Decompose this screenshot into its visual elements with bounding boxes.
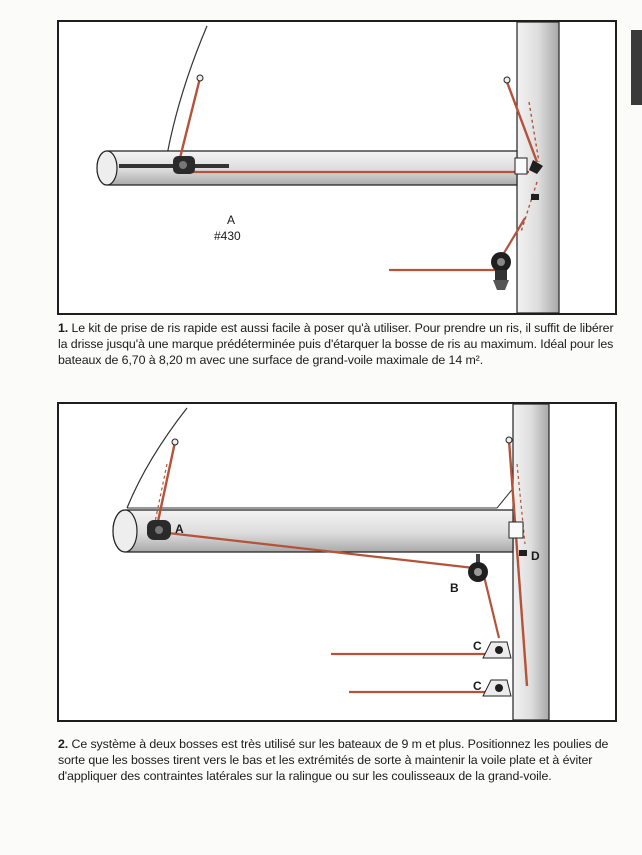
mast-fairlead — [531, 194, 539, 200]
caption-1-text: Le kit de prise de ris rapide est aussi facile à poser qu'à utiliser. Pour prendre un ris, il suffit de libérer la drisse jusqu'à une marque prédéterminée puis d'étarquer la bosse de ris au maximum. Idéal pour les bateaux de 6,70 à 8,20 m avec une surface de grand-voile maximale de 14 m². — [58, 321, 614, 367]
reef-line-b-to-c — [484, 576, 499, 638]
block-a — [147, 520, 171, 540]
fig2-label-a: A — [175, 522, 184, 536]
figure-1-illustration — [59, 22, 615, 313]
gooseneck-fitting — [509, 522, 523, 538]
block-b — [468, 554, 488, 582]
cleat-c-lower — [483, 680, 511, 696]
boom-end-cap — [113, 510, 137, 552]
cringle-mast — [504, 77, 510, 83]
caption-2-number: 2. — [58, 737, 69, 751]
figure-1-reefing-kit — [57, 20, 617, 315]
caption-2 — [58, 736, 618, 784]
figure-2-two-line-reefing — [57, 402, 617, 722]
sail-leech — [167, 26, 207, 155]
cringle-front — [197, 75, 203, 81]
fig1-label-a: A — [227, 213, 236, 227]
boom-end-cap — [97, 151, 117, 185]
fig2-label-b: B — [450, 581, 459, 595]
caption-2-text: Ce système à deux bosses est très utilisé sur les bateaux de 9 m et plus. Positionnez les poulies de sorte que les bosses tirent vers le bas et les extrémités de sorte à maintenir la voile plate et à éviter d'appliquer des contraintes latérales sur la ralingue ou sur les coulisseaux de la grand-voile. — [58, 737, 609, 783]
sail-leech — [127, 408, 187, 508]
caption-1-number: 1. — [58, 321, 69, 335]
boom — [113, 510, 513, 552]
fig1-label-part-number: #430 — [214, 229, 241, 243]
fig2-label-d: D — [531, 549, 540, 563]
figure-2-illustration — [59, 404, 615, 720]
cringle-leech — [172, 439, 178, 445]
page-edge-tab — [631, 30, 642, 105]
caption-1 — [58, 320, 618, 368]
cringle-luff — [506, 437, 512, 443]
gooseneck-fitting — [515, 158, 527, 174]
fig2-label-c-upper: C — [473, 639, 482, 653]
fig2-label-c-lower: C — [473, 679, 482, 693]
cleat-c-upper — [483, 642, 511, 658]
mast-fairlead-d — [519, 550, 527, 556]
boom-block — [173, 156, 195, 174]
